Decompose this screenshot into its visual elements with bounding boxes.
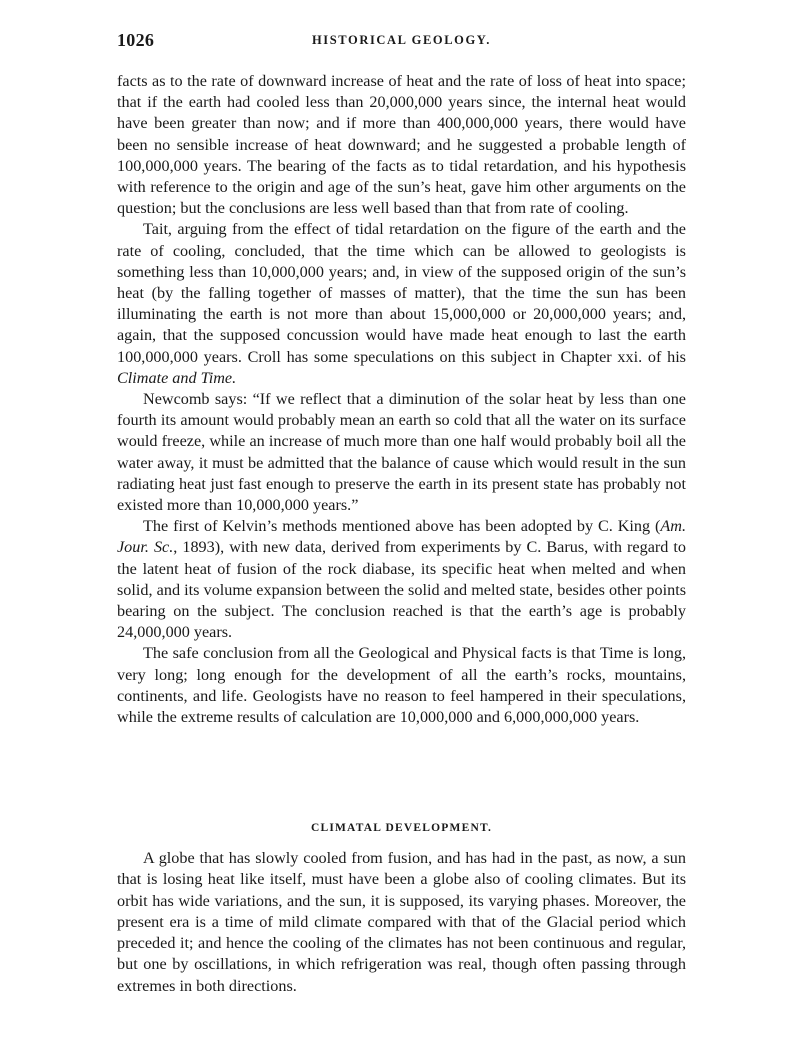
paragraph-4 bbox=[117, 516, 686, 643]
paragraph-2-title-italic: Climate and Time. bbox=[117, 368, 237, 387]
paragraph-3: Newcomb says: “If we reflect that a diminution of the solar heat by less than one fourth its amount would probably mean an earth so cold that all the water on its surface would freeze, while an increase of much more than one half would probably boil all the water away, it must be admitted that the balance of cause which would result in the sun radiating heat just fast enough to preserve the earth in its present state has probably not existed more than 10,000,000 years.” bbox=[117, 390, 686, 515]
section-paragraph: A globe that has slowly cooled from fusion, and has had in the past, as now, a sun that is losing heat like itself, must have been a globe also of cooling climates. But its orbit has wide variations, and the sun, it is supposed, its varying phases. Moreover, the present era is a time of mild climate compared with that of the Glacial period which preceded it; and hence the cooling of the climates has not been continuous and regular, but one by oscillations, in which refrigeration was real, though often passing through extremes in both directions. bbox=[117, 849, 686, 995]
paragraph-5: The safe conclusion from all the Geological and Physical facts is that Time is long, very long; long enough for the development of all the earth’s rocks, mountains, continents, and life. Geologists have no reason to feel hampered in their speculations, while the extreme results of calculation are 10,000,000 and 6,000,000,000 years. bbox=[117, 644, 686, 727]
running-head: HISTORICAL GEOLOGY. bbox=[311, 33, 492, 47]
page-header bbox=[117, 30, 686, 54]
section-heading: CLIMATAL DEVELOPMENT. bbox=[310, 822, 493, 834]
paragraph-2-text: Tait, arguing from the effect of tidal retardation on the figure of the earth and the rate of cooling, concluded, that the time which can be allowed to geologists is something less than 10,000,000 years; and, in view of the supposed origin of the sun’s heat (by the falling together of masses of matter), that the time the sun has been illuminating the earth is not more than about 15,000,000 or 20,000,000 years; and, again, that the supposed concussion would have made heat enough to last the earth 100,000,000 years. Croll has some speculations on this subject in Chapter xxi. of his bbox=[117, 220, 686, 366]
paragraph-1: facts as to the rate of downward increase of heat and the rate of loss of heat into space; that if the earth had cooled less than 20,000,000 years since, the internal heat would have been greater than now; and if more than 400,000,000 years, there would have been no sensible increase of heat downward; and he suggested a probable length of 100,000,000 years. The bearing of the facts as to tidal retardation, and his hypothesis with reference to the origin and age of the sun’s heat, gave him other arguments on the question; but the conclusions are less well based than that from rate of cooling. bbox=[117, 72, 686, 218]
paragraph-4-text-end: , 1893), with new data, derived from experiments by C. Barus, with regard to the latent heat of fusion of the rock diabase, its specific heat when melted and when solid, and its volume expansion between the solid and melted state, besides other points bearing on the subject. The conclusion reached is that the earth’s age is probably 24,000,000 years. bbox=[117, 538, 686, 642]
body-text bbox=[117, 71, 686, 728]
page-number: 1026 bbox=[117, 30, 155, 50]
paragraph-4-citation-italic: Am. Jour. Sc. bbox=[117, 517, 686, 557]
paragraph-2 bbox=[117, 219, 686, 389]
section-body bbox=[117, 848, 686, 997]
paragraph-4-text-start: The first of Kelvin’s methods mentioned above has been adopted by C. King ( bbox=[143, 517, 661, 536]
